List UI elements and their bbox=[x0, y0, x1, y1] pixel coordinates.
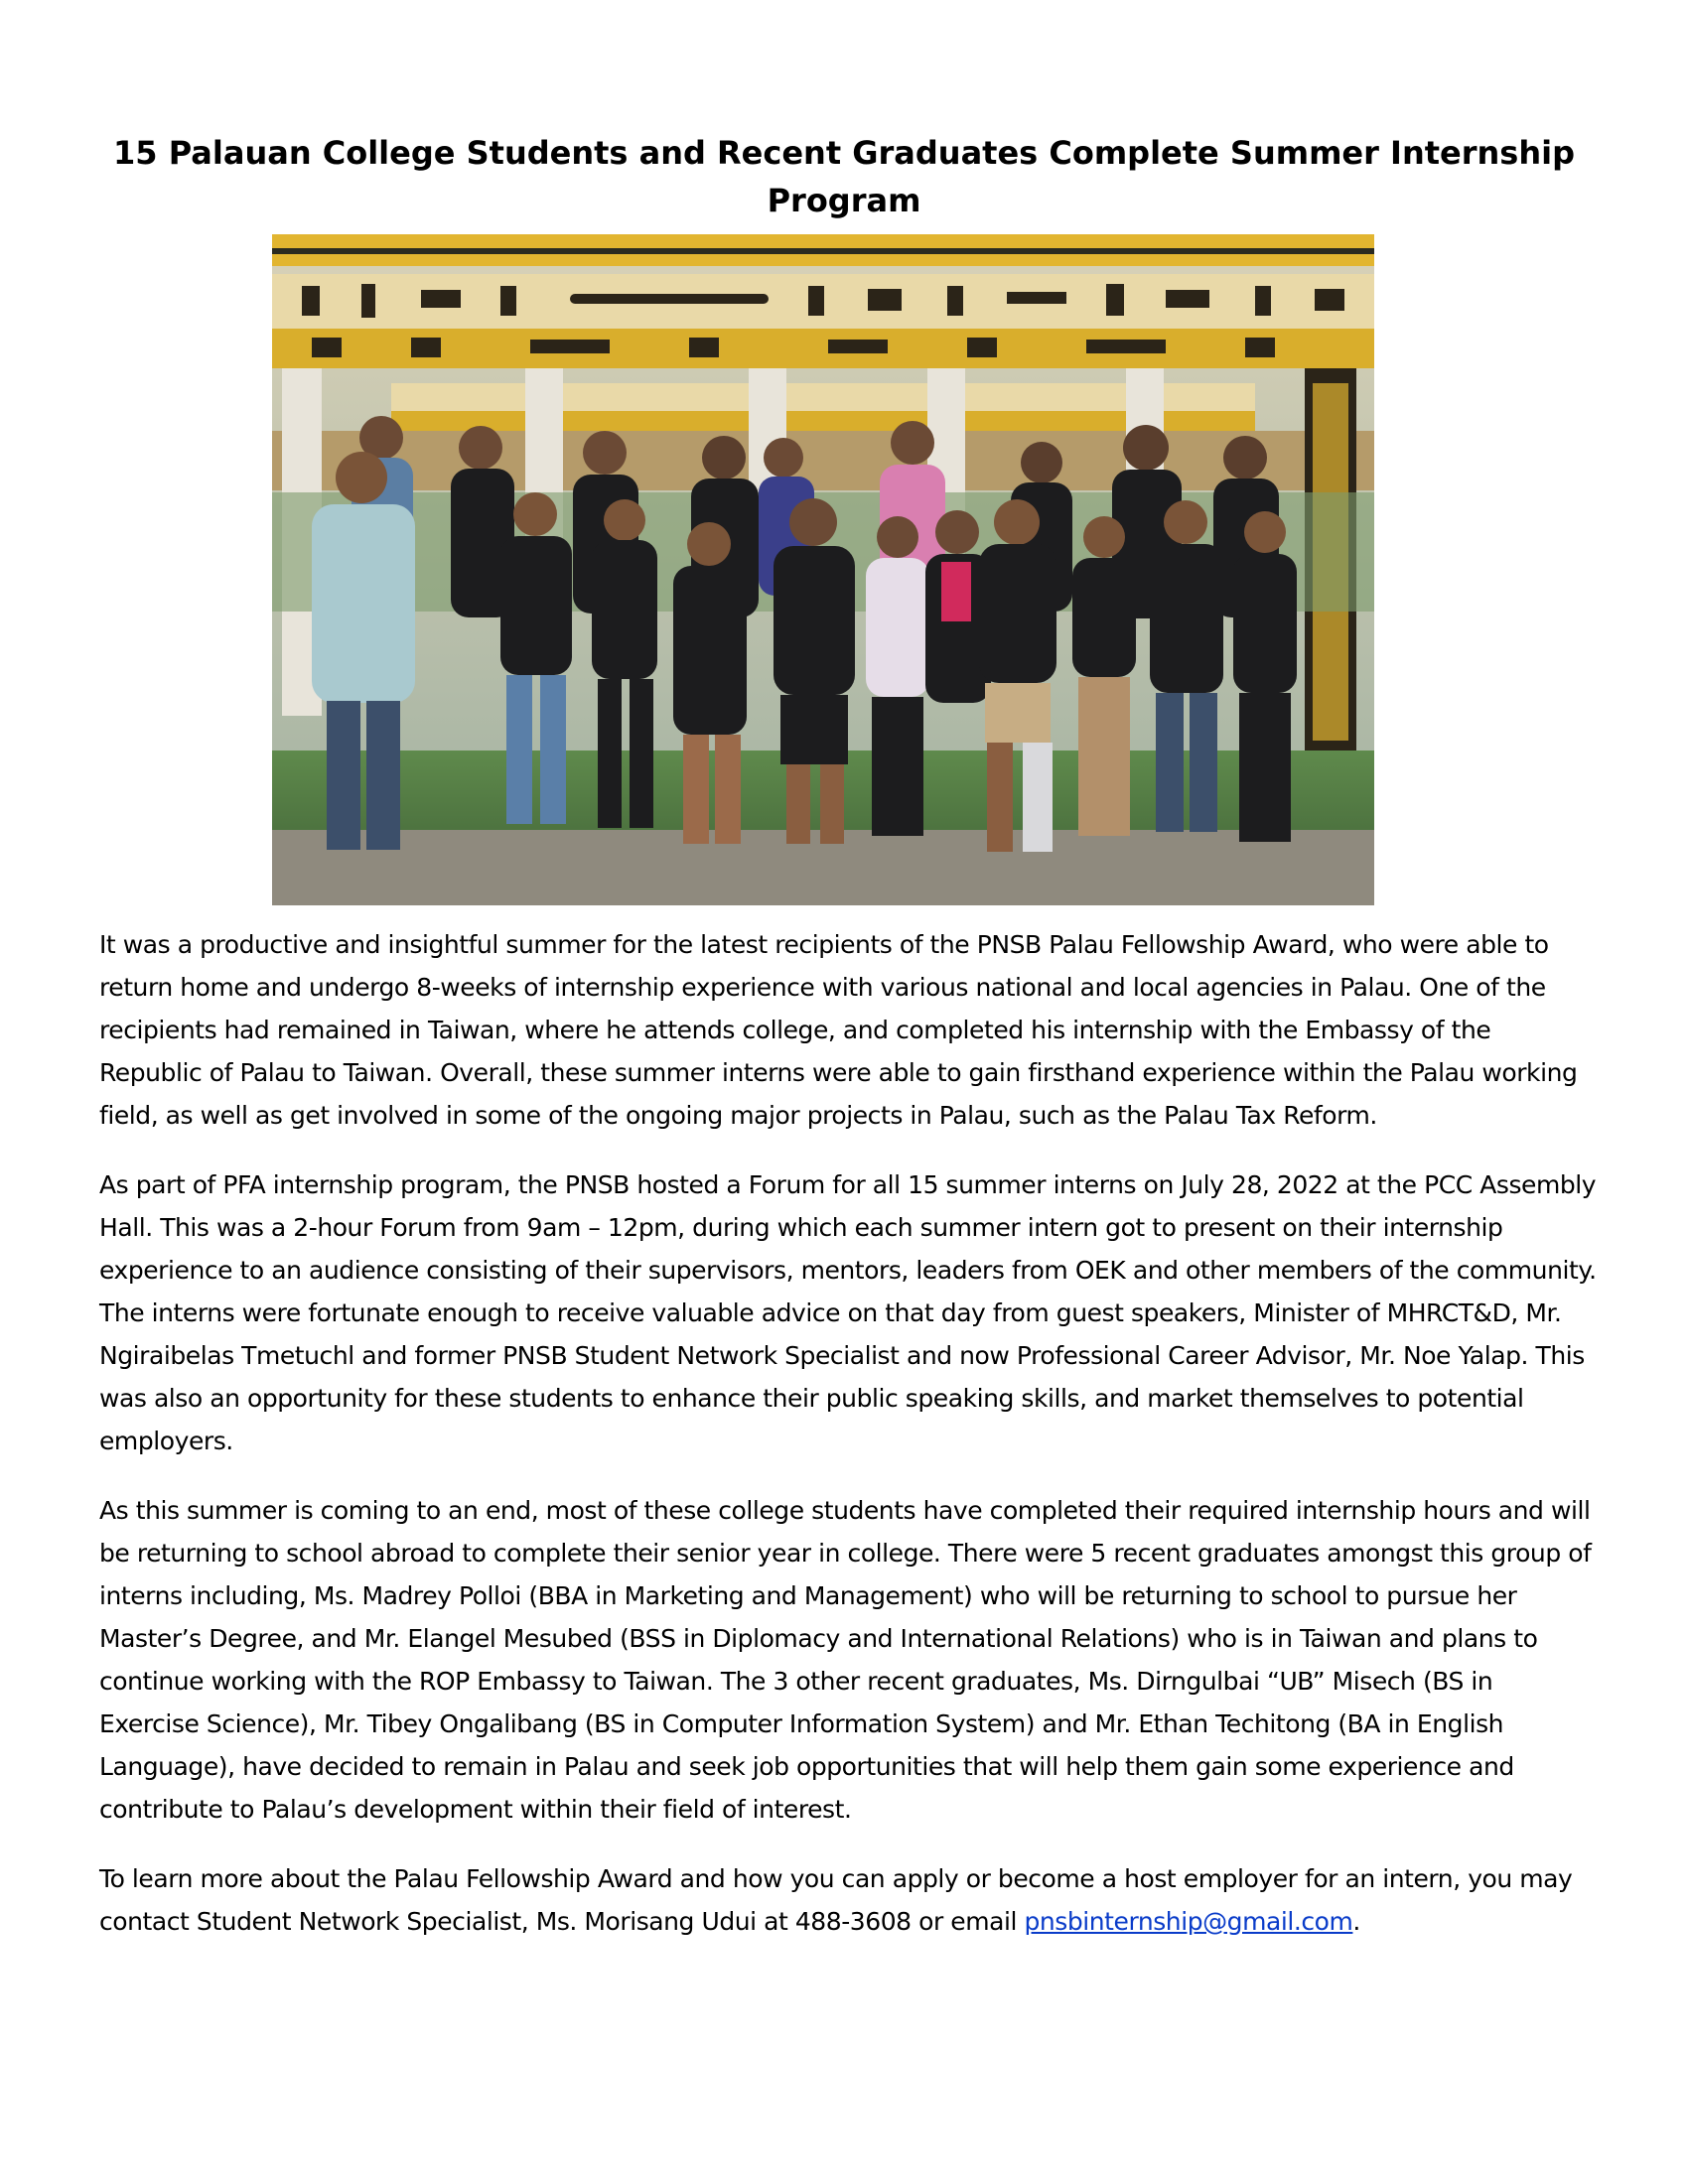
title-line-1: 15 Palauan College Students and Recent Graduates Complete Summer Internship Program bbox=[113, 134, 1575, 219]
email-link[interactable]: pnsbinternship@gmail.com bbox=[1024, 1907, 1353, 1936]
paragraph-1: It was a productive and insightful summer for the latest recipients of the PNSB Palau Fellowship Award, who were able to return home and undergo 8-weeks of internship experience with various national and local agencies in Palau. One of the recipients had remained in Taiwan, where he attends college, and completed his internship with the Embassy of the Republic of Palau to Taiwan. Overall, these summer interns were able to gain firsthand experience within the Palau working field, as well as get involved in some of the ongoing major projects in Palau, such as the Palau Tax Reform. bbox=[99, 930, 1578, 1130]
group-photo bbox=[272, 234, 1374, 905]
article-body bbox=[99, 923, 1599, 1970]
paragraph-3: As this summer is coming to an end, most of these college students have completed their required internship hours and will be returning to school abroad to complete their senior year in college. There were 5 recent graduates amongst this group of interns including, Ms. Madrey Polloi (BBA in Marketing and Management) who will be returning to school to pursue her Master’s Degree, and Mr. Elangel Mesubed (BSS in Diplomacy and International Relations) who is in Taiwan and plans to continue working with the ROP Embassy to Taiwan. The 3 other recent graduates, Ms. Dirngulbai “UB” Misech (BS in Exercise Science), Mr. Tibey Ongalibang (BS in Computer Information System) and Mr. Ethan Techitong (BA in English Language), have decided to remain in Palau and seek job opportunities that will help them gain some experience and contribute to Palau’s development within their field of interest. bbox=[99, 1496, 1592, 1824]
paragraph-4-end: . bbox=[1352, 1907, 1360, 1936]
paragraph-4-text: To learn more about the Palau Fellowship Award and how you can apply or become a host employer for an intern, you may contact Student Network Specialist, Ms. Morisang Udui at 488-3608 or email bbox=[99, 1864, 1573, 1936]
paragraph-2: As part of PFA internship program, the PNSB hosted a Forum for all 15 summer interns on July 28, 2022 at the PCC Assembly Hall. This was a 2-hour Forum from 9am – 12pm, during which each summer intern got to present on their internship experience to an audience consisting of their supervisors, mentors, leaders from OEK and other members of the community. The interns were fortunate enough to receive valuable advice on that day from guest speakers, Minister of MHRCT&D, Mr. Ngiraibelas Tmetuchl and former PNSB Student Network Specialist and now Professional Career Advisor, Mr. Noe Yalap. This was also an opportunity for these students to enhance their public speaking skills, and market themselves to potential employers. bbox=[99, 1170, 1597, 1455]
group-photo-illustration bbox=[272, 234, 1374, 905]
paragraph-4 bbox=[99, 1857, 1599, 1943]
